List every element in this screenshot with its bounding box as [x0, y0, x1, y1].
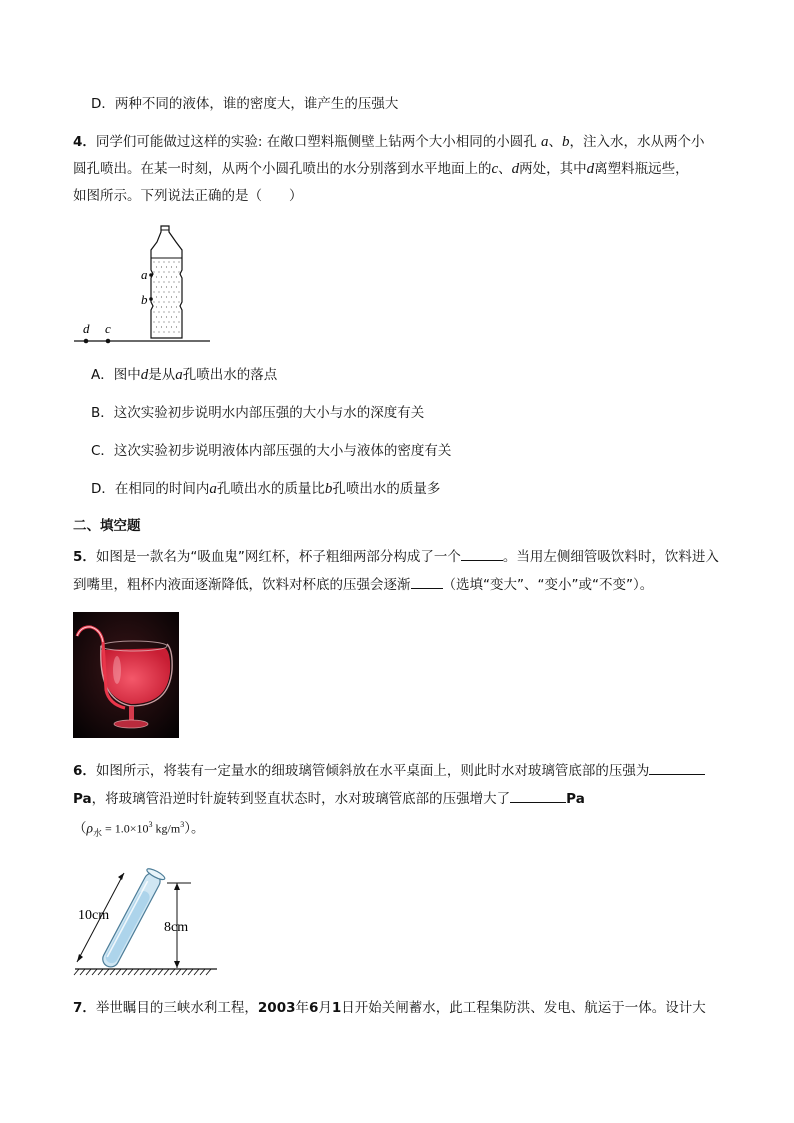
q4-stem-text-tail: ，注入水，水从两个小 — [569, 134, 705, 150]
water-dot — [166, 296, 167, 297]
water-dot — [153, 301, 154, 302]
glass-stem — [129, 706, 134, 722]
water-dot — [168, 301, 169, 302]
q4-option-c: C．这次实验初步说明液体内部压强的大小与液体的密度有关 — [91, 443, 452, 459]
water-dot — [163, 291, 164, 292]
water-dot — [173, 321, 174, 322]
point-d — [84, 339, 89, 344]
water-dot — [168, 321, 169, 322]
var-b: b — [324, 481, 333, 497]
water-dot — [156, 286, 157, 287]
water-dot — [176, 316, 177, 317]
hatch-line — [116, 969, 121, 975]
water-dot — [166, 326, 167, 327]
hatch-line — [188, 969, 193, 975]
glass-reflection — [113, 656, 121, 684]
water-dot — [163, 271, 164, 272]
water-dot — [168, 271, 169, 272]
q4-stem-text-tail: 离塑料瓶远些， — [594, 161, 689, 177]
opt-d-text: 孔喷出水的质量多 — [332, 481, 441, 497]
water-dot — [178, 301, 179, 302]
q7-text: 年 — [295, 1000, 309, 1016]
water-dot — [161, 266, 162, 267]
q7-text: 举世瞩目的三峡水利工程， — [95, 1000, 258, 1016]
water-dot — [166, 276, 167, 277]
water-dot — [156, 296, 157, 297]
q6-text: ，将玻璃管沿逆时针旋转到竖直状态时，水对玻璃管底部的压强增大了 — [91, 791, 511, 807]
var-a: a — [209, 481, 217, 497]
water-dots — [153, 261, 179, 332]
var-c: c — [491, 161, 499, 177]
water-dot — [168, 331, 169, 332]
water-dot — [176, 286, 177, 287]
q7-text: 月 — [318, 1000, 332, 1016]
water-dot — [171, 296, 172, 297]
q5-text: 到嘴里，粗杯内液面逐渐降低，饮料对杯底的压强会逐渐 — [73, 577, 411, 593]
hatch-line — [158, 969, 163, 975]
q3-option-d: D．两种不同的液体，谁的密度大，谁产生的压强大 — [91, 96, 399, 112]
hatch-line — [92, 969, 97, 975]
water-dot — [163, 331, 164, 332]
hatch-line — [200, 969, 205, 975]
label-d: d — [83, 321, 90, 336]
q6-text: 如图所示，将装有一定量水的细玻璃管倾斜放在水平桌面上，则此时水对玻璃管底部的压强为 — [95, 763, 650, 779]
water-dot — [176, 276, 177, 277]
water-dot — [168, 291, 169, 292]
opt-d-text: 孔喷出水的质量比 — [216, 481, 325, 497]
rho-subscript: 水 — [92, 828, 102, 839]
water-dot — [168, 311, 169, 312]
arrow-head — [77, 954, 83, 962]
arrow-head — [174, 883, 180, 890]
water-dot — [166, 316, 167, 317]
water-dot — [161, 326, 162, 327]
q4-stem-line2 — [73, 159, 689, 179]
water-dot — [171, 326, 172, 327]
water-dot — [176, 266, 177, 267]
q6-line2 — [73, 788, 585, 809]
q7-text: 日开始关闸蓄水，此工程集防洪、发电、航运于一体。设计大 — [341, 1000, 706, 1016]
water-dot — [158, 321, 159, 322]
q4-option-d — [91, 479, 440, 499]
water-dot — [173, 301, 174, 302]
water-dot — [153, 291, 154, 292]
arrow-head — [118, 873, 124, 880]
water-dot — [168, 281, 169, 282]
water-dot — [176, 296, 177, 297]
water-dot — [153, 261, 154, 262]
hatch-line — [134, 969, 139, 975]
hole-a — [149, 273, 153, 277]
water-dot — [166, 306, 167, 307]
water-dot — [173, 271, 174, 272]
paren-open: （ — [73, 820, 87, 836]
water-dot — [178, 281, 179, 282]
water-dot — [173, 281, 174, 282]
point-c — [106, 339, 111, 344]
hatch-line — [206, 969, 211, 975]
q4-stem-text: 两处，其中 — [519, 161, 587, 177]
hatch-line — [146, 969, 151, 975]
water-dot — [173, 291, 174, 292]
water-dot — [173, 331, 174, 332]
answer-blank[interactable] — [649, 760, 705, 775]
water-dot — [166, 286, 167, 287]
opt-a-text: 孔喷出水的落点 — [182, 367, 278, 383]
water-dot — [156, 326, 157, 327]
hatch-line — [110, 969, 115, 975]
water-dot — [178, 261, 179, 262]
water-dot — [176, 326, 177, 327]
water-dot — [156, 266, 157, 267]
year: 2003 — [257, 1000, 296, 1016]
answer-blank[interactable] — [510, 788, 566, 803]
water-dot — [156, 316, 157, 317]
arrow-head — [174, 961, 180, 968]
vampire-cup-photo — [73, 612, 179, 738]
q4-option-b: B．这次实验初步说明水内部压强的大小与水的深度有关 — [91, 405, 425, 421]
tilted-tube-figure — [73, 858, 219, 978]
water-dot — [153, 311, 154, 312]
unit-exponent: 3 — [180, 820, 185, 829]
hatch-line — [140, 969, 145, 975]
water-dot — [163, 301, 164, 302]
water-dot — [161, 286, 162, 287]
water-dot — [171, 286, 172, 287]
opt-d-text: D．在相同的时间内 — [91, 481, 210, 497]
bottle-outline — [151, 226, 182, 338]
hatch-line — [164, 969, 169, 975]
var-d: d — [511, 161, 520, 177]
water-dot — [168, 261, 169, 262]
water-dot — [158, 301, 159, 302]
var-d: d — [586, 161, 595, 177]
water-dot — [153, 331, 154, 332]
exponent: 3 — [148, 820, 153, 829]
water-dot — [171, 266, 172, 267]
water-dot — [178, 331, 179, 332]
q5-line1 — [73, 546, 719, 567]
label-b: b — [141, 292, 148, 307]
table-hatching — [74, 969, 211, 975]
opt-a-text: A．图中 — [91, 367, 141, 383]
hole-b — [149, 297, 153, 301]
hatch-line — [170, 969, 175, 975]
q4-option-a — [91, 365, 277, 385]
density-value: = 1.0×10 — [102, 821, 149, 836]
water-dot — [158, 311, 159, 312]
hatch-line — [104, 969, 109, 975]
water-dot — [156, 306, 157, 307]
water-dot — [153, 281, 154, 282]
hatch-line — [86, 969, 91, 975]
month: 6 — [308, 1000, 319, 1016]
hatch-line — [122, 969, 127, 975]
water-dot — [176, 306, 177, 307]
var-a: a — [541, 134, 549, 150]
water-dot — [163, 261, 164, 262]
water-dot — [156, 276, 157, 277]
water-dot — [161, 316, 162, 317]
water-dot — [173, 311, 174, 312]
water-dot — [161, 276, 162, 277]
water-dot — [178, 271, 179, 272]
hatch-line — [128, 969, 133, 975]
paren-close: ）。 — [184, 820, 205, 836]
unit-pa: Pa — [566, 791, 585, 807]
q7-number: 7． — [73, 1000, 96, 1016]
water-dot — [158, 331, 159, 332]
section-heading: 二、填空题 — [73, 518, 141, 534]
q7-line1 — [73, 998, 706, 1018]
water-dot — [163, 311, 164, 312]
hatch-line — [152, 969, 157, 975]
day: 1 — [331, 1000, 342, 1016]
water-dot — [166, 266, 167, 267]
rho-symbol: ρ — [86, 820, 93, 836]
water-dot — [171, 316, 172, 317]
q5-line2 — [73, 574, 653, 595]
hatch-line — [98, 969, 103, 975]
hatch-line — [194, 969, 199, 975]
water-dot — [173, 261, 174, 262]
comma: 、 — [548, 134, 563, 150]
water-dot — [153, 321, 154, 322]
opt-a-text: 是从 — [148, 367, 176, 383]
water-dot — [158, 281, 159, 282]
water-dot — [178, 311, 179, 312]
label-c: c — [105, 321, 111, 336]
unit-pa: Pa — [73, 791, 92, 807]
hatch-line — [182, 969, 187, 975]
water-dot — [158, 261, 159, 262]
water-dot — [171, 276, 172, 277]
q6-density-note — [73, 815, 204, 843]
answer-blank[interactable] — [411, 574, 443, 589]
water-dot — [161, 306, 162, 307]
var-b: b — [562, 134, 570, 150]
q6-number: 6． — [73, 763, 96, 779]
hatch-line — [176, 969, 181, 975]
q6-line1 — [73, 760, 705, 781]
water-dot — [178, 321, 179, 322]
q5-text: （选填“变大”、“变小”或“不变”）。 — [442, 577, 654, 593]
q4-stem-text: 同学们可能做过这样的实验: 在敞口塑料瓶侧壁上钻两个大小相同的小圆孔 — [95, 134, 542, 150]
water-dot — [163, 321, 164, 322]
density-unit: kg/m — [152, 821, 181, 836]
answer-blank[interactable] — [461, 546, 503, 561]
q4-stem-line1 — [73, 132, 705, 152]
length-label: 10cm — [78, 908, 110, 923]
q4-stem-text: 圆孔喷出。在某一时刻，从两个小圆孔喷出的水分别落到水平地面上的 — [73, 161, 492, 177]
q4-number: 4． — [73, 134, 96, 150]
water-dot — [178, 291, 179, 292]
var-d: d — [140, 367, 149, 383]
water-dot — [158, 271, 159, 272]
height-label: 8cm — [164, 920, 189, 935]
water-dot — [171, 306, 172, 307]
q4-stem-line3: 如图所示。下列说法正确的是（ ） — [73, 188, 303, 204]
comma: 、 — [498, 161, 512, 177]
label-a: a — [141, 267, 148, 282]
q5-number: 5． — [73, 549, 96, 565]
hatch-line — [80, 969, 85, 975]
q5-text: 。当用左侧细管吸饮料时，饮料进入 — [502, 549, 719, 565]
hatch-line — [74, 969, 79, 975]
water-dot — [163, 281, 164, 282]
water-dot — [153, 271, 154, 272]
water-dot — [158, 291, 159, 292]
q5-text: 如图是一款名为“吸血鬼”网红杯，杯子粗细两部分构成了一个 — [95, 549, 461, 565]
water-dot — [161, 296, 162, 297]
var-a: a — [175, 367, 183, 383]
bottle-figure — [70, 222, 220, 348]
